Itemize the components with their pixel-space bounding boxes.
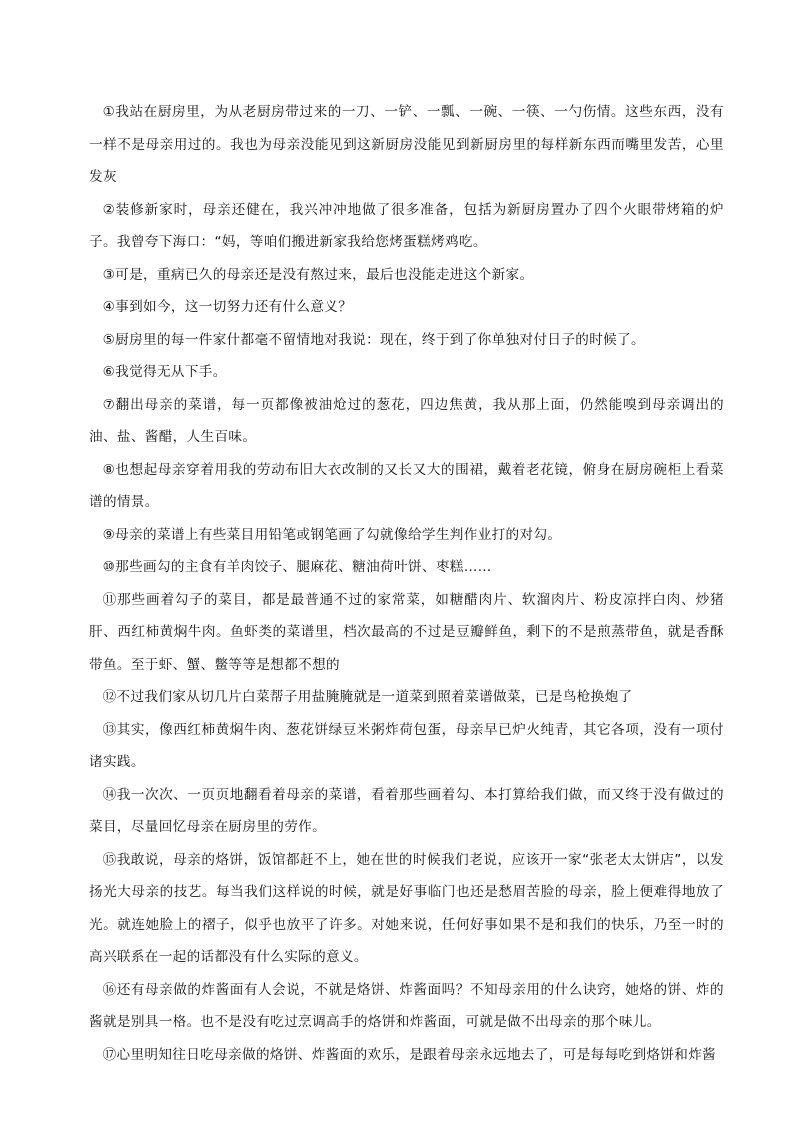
paragraph-16: ⑯还有母亲做的炸酱面有人会说，不就是烙饼、炸酱面吗？不知母亲用的什么诀窍，她烙的饼、炸的酱就是别具一格。也不是没有吃过烹调高手的烙饼和炸酱面，可就是做不出母亲的那个味儿。	[89, 981, 724, 1030]
paragraph-13: ⑬其实，像西红柿黄焖牛肉、葱花饼绿豆米粥炸荷包蛋，母亲早已炉火纯青，其它各项，没有一项付诸实践。	[89, 721, 724, 770]
paragraph-6: ⑥我觉得无从下手。	[102, 364, 227, 380]
paragraph-3: ③可是，重病已久的母亲还是没有熬过来，最后也没能走进这个新家。	[102, 266, 534, 283]
paragraph-14: ⑭我一次次、一页页地翻看着母亲的菜谱，看着那些画着勾、本打算给我们做，而又终于没有做过的菜目，尽量回忆母亲在厨房里的劳作。	[89, 786, 724, 835]
paragraph-7: ⑦翻出母亲的菜谱，每一页都像被油炝过的葱花，四边焦黄，我从那上面，仍然能嗅到母亲调出的油、盐、酱醋，人生百味。	[89, 396, 724, 445]
paragraph-12: ⑫不过我们家从切几片白菜帮子用盐腌腌就是一道菜到照着菜谱做菜，已是鸟枪换炮了	[102, 689, 633, 705]
paragraph-2: ②装修新家时，母亲还健在，我兴冲冲地做了很多准备，包括为新厨房置办了四个火眼带烤箱的炉子。我曾夸下海口：“妈，等咱们搬进新家我给您烤蛋糕烤鸡吃。	[89, 201, 724, 250]
paragraph-11: ⑪那些画着勾子的菜目，都是最普通不过的家常菜，如糖醋肉片、软溜肉片、粉皮凉拌白肉、炒猪肝、西红柿黄焖牛肉。鱼虾类的菜谱里，档次最高的不过是豆瓣鲜鱼，剩下的不是煎蒸带鱼，就是香酥带鱼。至于虾、蟹、鳖等等是想都不想的	[89, 591, 724, 673]
paragraph-1: ①我站在厨房里，为从老厨房带过来的一刀、一铲、一瓢、一碗、一筷、一勺伤情。这些东西，没有一样不是母亲用过的。我也为母亲没能见到这新厨房没能见到新厨房里的每样新东西而嘴里发苦，心里发灰	[89, 104, 724, 185]
paragraph-15: ⑮我敢说，母亲的烙饼，饭馆都赶不上，她在世的时候我们老说，应该开一家“张老太太饼店”，以发扬光大母亲的技艺。每当我们这样说的时候，就是好事临门也还是愁眉苦脸的母亲，脸上便难得地放了光。就连她脸上的褶子，似乎也放平了许多。对她来说，任何好事如果不是和我们的快乐，乃至一时的高兴联系在一起的话都没有什么实际的意义。	[89, 851, 724, 965]
paragraph-8: ⑧也想起母亲穿着用我的劳动布旧大衣改制的又长又大的围裙，戴着老花镜，俯身在厨房碗柜上看菜谱的情景。	[89, 461, 724, 510]
paragraph-9: ⑨母亲的菜谱上有些菜目用铅笔或钢笔画了勾就像给学生判作业打的对勾。	[102, 526, 562, 543]
paragraph-4: ④事到如今，这一切努力还有什么意义？	[102, 299, 353, 315]
paragraph-17: ⑰心里明知往日吃母亲做的烙饼、炸酱面的欢乐，是跟着母亲永远地去了，可是每每吃到烙饼和炸酱	[102, 1046, 717, 1063]
paragraph-10: ⑩那些画勾的主食有羊肉饺子、腿麻花、糖油荷叶饼、枣糕……	[102, 559, 492, 575]
paragraph-5: ⑤厨房里的每一件家什都毫不留情地对我说：现在，终于到了你单独对付日子的时候了。	[102, 331, 645, 348]
